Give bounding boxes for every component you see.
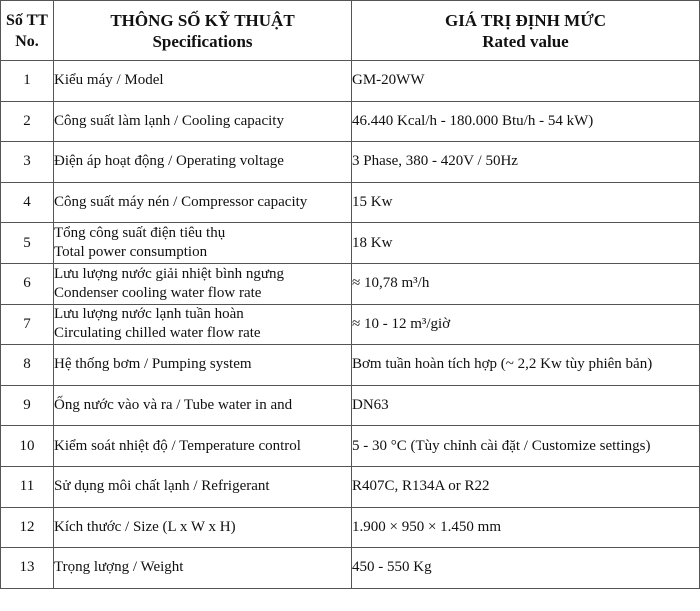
spec-label: Kích thước / Size (L x W x H)	[54, 518, 236, 535]
spec-cell	[54, 548, 352, 589]
header-specifications	[54, 1, 352, 61]
row-number: 9	[1, 385, 54, 426]
table-row	[1, 223, 700, 264]
table-row	[1, 101, 700, 142]
spec-cell	[54, 304, 352, 345]
spec-cell	[54, 223, 352, 264]
spec-label: Hệ thống bơm / Pumping system	[54, 356, 252, 373]
value-cell: DN63	[352, 385, 700, 426]
value-cell: R407C, R134A or R22	[352, 466, 700, 507]
table-row	[1, 548, 700, 589]
row-number: 3	[1, 142, 54, 183]
value-cell: ≈ 10 - 12 m³/giờ	[352, 304, 700, 345]
spec-cell	[54, 466, 352, 507]
row-number: 8	[1, 345, 54, 386]
header-val-line2: Rated value	[482, 31, 569, 51]
spec-label: Lưu lượng nước giải nhiệt bình ngưng	[54, 265, 285, 282]
spec-label: Kiểm soát nhiệt độ / Temperature control	[54, 437, 301, 454]
table-row	[1, 263, 700, 304]
spec-cell	[54, 101, 352, 142]
header-spec-line2: Specifications	[152, 31, 253, 51]
header-rated-value	[352, 1, 700, 61]
row-number: 7	[1, 304, 54, 345]
value-cell: 15 Kw	[352, 182, 700, 223]
table-row	[1, 182, 700, 223]
table-row	[1, 304, 700, 345]
value-cell: ≈ 10,78 m³/h	[352, 263, 700, 304]
spec-label: Kiểu máy / Model	[54, 72, 164, 89]
spec-cell	[54, 263, 352, 304]
spec-cell	[54, 182, 352, 223]
row-number: 13	[1, 548, 54, 589]
spec-label: Tổng công suất điện tiêu thụ	[54, 225, 226, 242]
value-cell: 46.440 Kcal/h - 180.000 Btu/h - 54 kW)	[352, 101, 700, 142]
value-cell: Bơm tuần hoàn tích hợp (~ 2,2 Kw tùy phiên bản)	[352, 345, 700, 386]
spec-label: Trọng lượng / Weight	[54, 559, 184, 576]
table-header-row	[1, 1, 700, 61]
header-no-line1: Số TT	[6, 11, 48, 29]
row-number: 5	[1, 223, 54, 264]
table-row	[1, 345, 700, 386]
header-no-line2: No.	[15, 32, 39, 50]
header-spec-line1: THÔNG SỐ KỸ THUẬT	[110, 10, 295, 30]
spec-label-english: Circulating chilled water flow rate	[54, 325, 261, 342]
row-number: 10	[1, 426, 54, 467]
value-cell: 3 Phase, 380 - 420V / 50Hz	[352, 142, 700, 183]
spec-label: Lưu lượng nước lạnh tuần hoàn	[54, 306, 244, 323]
row-number: 1	[1, 61, 54, 102]
table-row	[1, 61, 700, 102]
table-row	[1, 426, 700, 467]
spec-label: Công suất làm lạnh / Cooling capacity	[54, 112, 284, 129]
row-number: 6	[1, 263, 54, 304]
table-row	[1, 507, 700, 548]
spec-cell	[54, 385, 352, 426]
spec-label: Ống nước vào và ra / Tube water in and	[54, 397, 293, 414]
spec-label: Công suất máy nén / Compressor capacity	[54, 194, 308, 211]
row-number: 4	[1, 182, 54, 223]
value-cell: GM-20WW	[352, 61, 700, 102]
spec-cell	[54, 142, 352, 183]
spec-cell	[54, 61, 352, 102]
header-no	[1, 1, 54, 61]
row-number: 12	[1, 507, 54, 548]
spec-cell	[54, 507, 352, 548]
value-cell: 5 - 30 °C (Tùy chỉnh cài đặt / Customize settings)	[352, 426, 700, 467]
table-row	[1, 466, 700, 507]
table-row	[1, 385, 700, 426]
spec-cell	[54, 426, 352, 467]
value-cell: 1.900 × 950 × 1.450 mm	[352, 507, 700, 548]
row-number: 2	[1, 101, 54, 142]
spec-label-english: Total power consumption	[54, 244, 208, 261]
spec-label: Sử dụng môi chất lạnh / Refrigerant	[54, 478, 270, 495]
table-row	[1, 142, 700, 183]
value-cell: 450 - 550 Kg	[352, 548, 700, 589]
spec-cell	[54, 345, 352, 386]
row-number: 11	[1, 466, 54, 507]
spec-label: Điện áp hoạt động / Operating voltage	[54, 153, 284, 170]
value-cell: 18 Kw	[352, 223, 700, 264]
spec-label-english: Condenser cooling water flow rate	[54, 284, 262, 301]
header-val-line1: GIÁ TRỊ ĐỊNH MỨC	[444, 10, 607, 30]
